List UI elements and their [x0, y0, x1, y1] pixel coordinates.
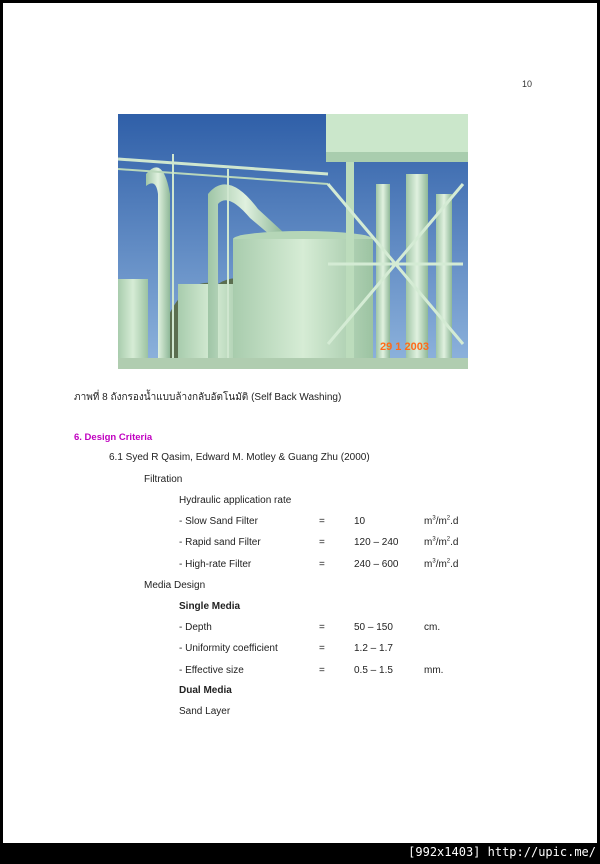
section-title: 6. Design Criteria	[74, 432, 153, 443]
row-unit: $m^3/m^2.d$	[424, 558, 459, 570]
dual-media-heading: Dual Media	[179, 685, 232, 696]
photo-date-stamp: 29 1 2003	[380, 341, 429, 353]
row-unit: $m^3/m^2.d$	[424, 515, 459, 527]
reference-line: 6.1 Syed R Qasim, Edward M. Motley & Guang Zhu (2000)	[109, 452, 370, 463]
row-label: - Depth	[179, 622, 212, 633]
row-value: 0.5 – 1.5	[354, 665, 393, 676]
row-equals: =	[319, 665, 325, 676]
row-value: 10	[354, 516, 366, 527]
row-label: - Slow Sand Filter	[179, 516, 258, 527]
table-row	[3, 665, 597, 679]
footer-text: [992x1403] http://upic.me/	[408, 845, 596, 859]
row-equals: =	[319, 643, 325, 654]
table-row	[3, 622, 597, 636]
row-equals: =	[319, 559, 325, 570]
figure-caption: ภาพที่ 8 ถังกรองน้ำแบบล้างกลับอัตโนมัติ (Self Back Washing)	[74, 392, 342, 403]
image-host-footer	[408, 845, 596, 859]
row-label: - Rapid sand Filter	[179, 537, 261, 548]
row-unit: cm.	[424, 622, 441, 633]
sand-layer-heading: Sand Layer	[179, 706, 231, 717]
row-label: - Effective size	[179, 665, 244, 676]
hydraulic-rate-subheading: Hydraulic application rate	[179, 495, 292, 506]
row-value: 120 – 240	[354, 537, 399, 548]
media-design-heading: Media Design	[144, 580, 206, 591]
document-page	[3, 3, 597, 843]
row-equals: =	[319, 622, 325, 633]
filter-tank-photo	[118, 114, 468, 369]
page-number: 10	[522, 79, 533, 89]
row-equals: =	[319, 537, 325, 548]
row-unit: mm.	[424, 665, 444, 676]
table-row	[3, 516, 597, 530]
row-label: - Uniformity coefficient	[179, 643, 278, 654]
row-label: - High-rate Filter	[179, 559, 252, 570]
single-media-heading: Single Media	[179, 601, 241, 612]
filter-tank-illustration	[118, 114, 468, 369]
table-row	[3, 537, 597, 551]
row-value: 240 – 600	[354, 559, 399, 570]
row-value: 50 – 150	[354, 622, 393, 633]
table-row	[3, 643, 597, 657]
row-value: 1.2 – 1.7	[354, 643, 393, 654]
row-unit: $m^3/m^2.d$	[424, 536, 459, 548]
table-row	[3, 559, 597, 573]
filtration-heading: Filtration	[144, 474, 183, 485]
row-equals: =	[319, 516, 325, 527]
